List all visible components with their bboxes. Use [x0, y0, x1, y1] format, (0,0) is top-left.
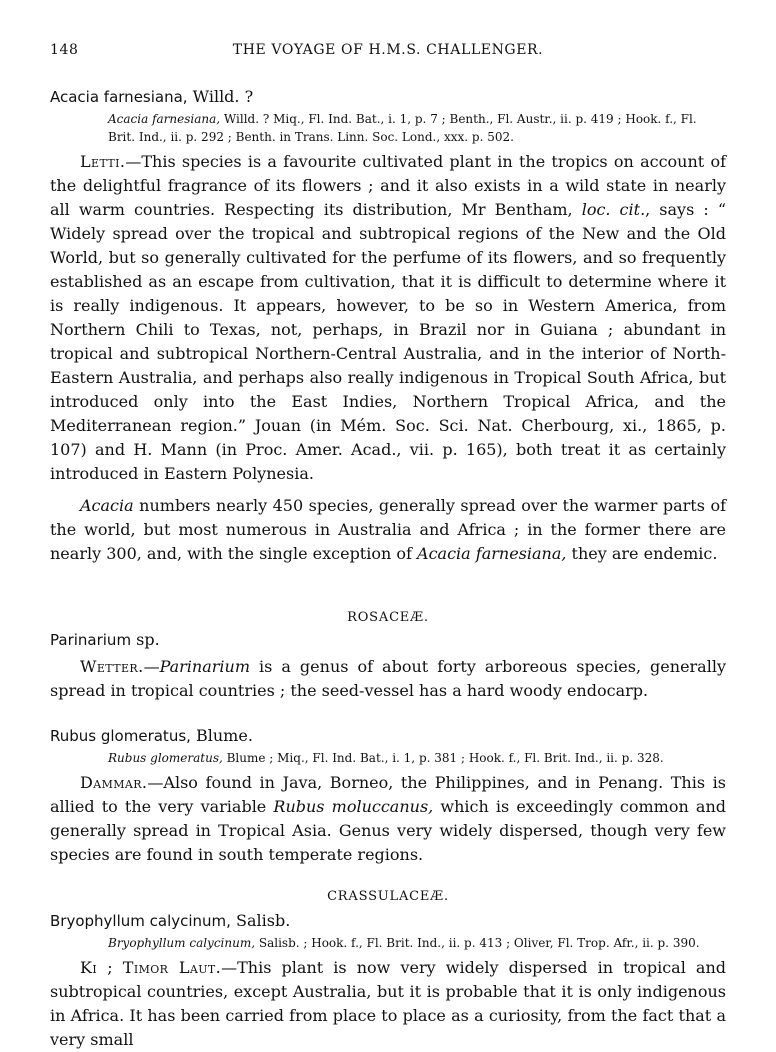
paragraph-text: —Also found in Java, Borneo, the Philippines, and in Penang. This is allied to the very variable — [50, 773, 726, 816]
paragraph-bryophyllum — [50, 956, 726, 1052]
species-name: Parinarium — [50, 631, 132, 649]
locality-separator: ; — [97, 958, 123, 977]
paragraph-text: —This plant is now very widely dispersed in tropical and subtropical countries, except Australia, but it is probable that it is only indigenous in Africa. It has been carried from place to place as a curiosity, from the fact that a very small — [50, 958, 727, 1049]
species-heading-bryophyllum — [50, 910, 726, 932]
species-authority: Blume. — [190, 726, 253, 745]
paragraph-italic: Parinarium — [159, 657, 250, 676]
paragraph-dash: — — [143, 657, 160, 676]
citation-name: Acacia farnesiana, — [108, 112, 221, 126]
locality-name: Letti. — [80, 152, 126, 171]
paragraph-text: is a genus of about forty arboreous species, generally spread in tropical countries ; the seed-vessel has a hard woody endocarp. — [50, 657, 726, 700]
species-name: Rubus glomeratus, — [50, 727, 191, 745]
paragraph-text: —This species is a favourite cultivated plant in the tropics on account of the delightful fragrance of its flowers ; and it also exists in a wild state in nearly all warm countries. Respecting its distribution, Mr Bentham, — [50, 152, 726, 219]
locality-name-timor-laut: Timor Laut. — [122, 958, 222, 977]
citation-text: Blume ; Miq., Fl. Ind. Bat., i. 1, p. 381 ; Hook. f., Fl. Brit. Ind., ii. p. 328. — [222, 751, 664, 765]
paragraph-tail: they are endemic. — [566, 544, 718, 563]
paragraph-acacia-distribution — [50, 150, 726, 486]
citation-text: Salisb. ; Hook. f., Fl. Brit. Ind., ii. p. 413 ; Oliver, Fl. Trop. Afr., ii. p. 390. — [255, 936, 700, 950]
citation-bryophyllum — [108, 934, 726, 952]
species-heading-acacia — [50, 86, 726, 108]
paragraph-parinarium — [50, 655, 726, 703]
species-heading-rubus — [50, 725, 726, 747]
locality-name: Wetter. — [80, 657, 144, 676]
page-number: 148 — [50, 42, 79, 58]
species-heading-parinarium — [50, 629, 726, 651]
locality-name: Dammar. — [80, 773, 148, 792]
citation-name: Rubus glomeratus, — [108, 751, 223, 765]
citation-name: Bryophyllum calycinum, — [108, 936, 256, 950]
species-suffix: sp. — [131, 630, 160, 649]
paragraph-text-continued: which is exceedingly common and generally spread in Tropical Asia. Genus very widely dispersed, though very few species are found in south temperate regions. — [50, 797, 727, 864]
locality-name-ki: Ki — [80, 958, 98, 977]
citation-acacia — [108, 110, 726, 146]
paragraph-text-continued: , says : “ Widely spread over the tropical and subtropical regions of the New and the Old World, but so generally cultivated for the perfume of its flowers, and so frequently established as an escape from cultivation, that it is difficult to determine where it is really indigenous. It appears, however, to be so in Western America, from Northern Chili to Texas, not, perhaps, in Brazil nor in Guiana ; abundant in tropical and subtropical Northern-Central Australia, and in the interior of North-Eastern Australia, and perhaps also really indigenous in Tropical South Africa, but introduced only into the East Indies, Northern Tropical Africa, and the Mediterranean region.” Jouan (in Mém. Soc. Sci. Nat. Cherbourg, xi., 1865, p. 107) and H. Mann (in Proc. Amer. Acad., vii. p. 165), both treat it as certainly introduced in Eastern Polynesia. — [50, 200, 726, 483]
page-body — [50, 42, 726, 1052]
page-header — [50, 42, 726, 66]
paragraph-italic: Rubus moluccanus, — [273, 797, 434, 816]
family-heading-crassulaceae: CRASSULACEÆ. — [327, 889, 449, 904]
species-authority: Salisb. — [230, 911, 291, 930]
species-name: Acacia farnesiana, — [50, 88, 188, 106]
citation-text: Willd. ? Miq., Fl. Ind. Bat., i. 1, p. 7 ; Benth., Fl. Austr., ii. p. 419 ; Hook. f., Fl. Brit. Ind., ii. p. 292 ; Benth. in Trans. Linn. Soc. Lond., xxx. p. 502. — [108, 112, 697, 144]
paragraph-acacia-genus — [50, 494, 726, 566]
paragraph-rubus — [50, 771, 726, 867]
family-heading-rosaceae: ROSACEÆ. — [347, 610, 429, 625]
paragraph-italic-species: Acacia farnesiana, — [417, 544, 567, 563]
species-authority: Willd. ? — [187, 87, 254, 106]
paragraph-text: numbers nearly 450 species, generally spread over the warmer parts of the world, but most numerous in Australia and Africa ; in the former there are nearly 300, and, with the single exception of — [50, 496, 726, 563]
species-name: Bryophyllum calycinum, — [50, 912, 231, 930]
running-title: THE VOYAGE OF H.M.S. CHALLENGER. — [232, 42, 544, 58]
citation-rubus — [108, 749, 726, 767]
paragraph-italic: loc. cit. — [581, 200, 646, 219]
paragraph-italic-genus: Acacia — [80, 496, 134, 515]
